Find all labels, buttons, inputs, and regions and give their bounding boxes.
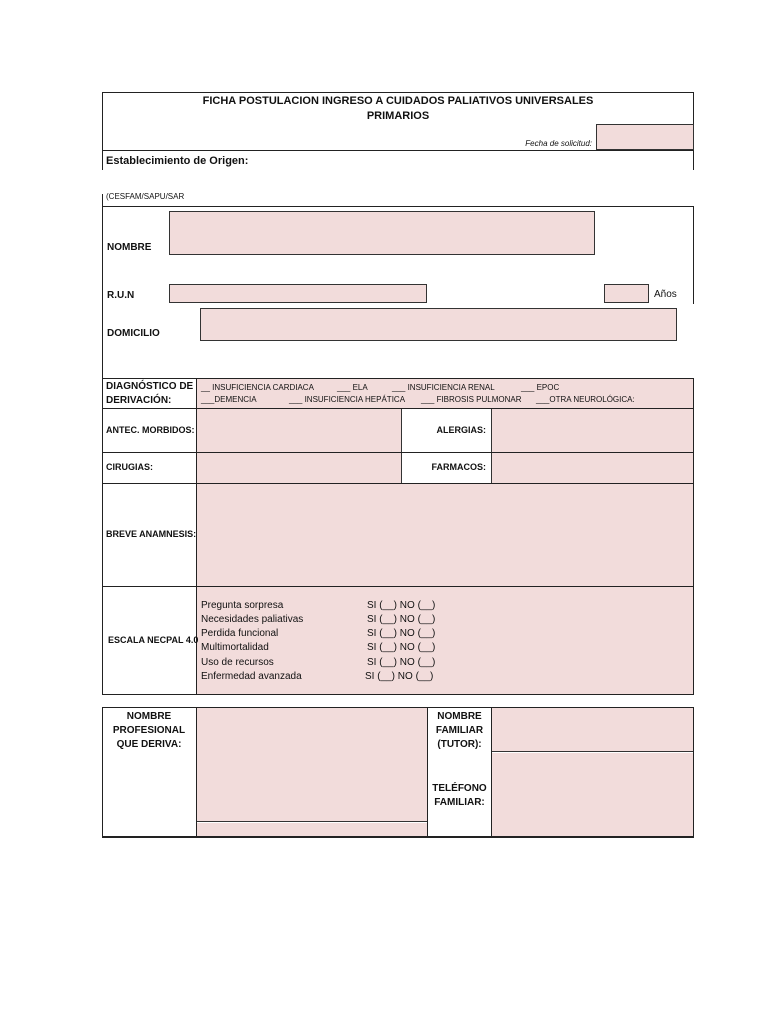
necpal-answer[interactable]: SI (__) NO (__) (367, 614, 436, 625)
fecha-solicitud-label: Fecha de solicitud: (525, 139, 592, 148)
necpal-answer[interactable]: SI (__) NO (__) (367, 642, 436, 653)
diagnostico-option[interactable]: ___OTRA NEUROLÓGICA: (536, 395, 635, 404)
divider (102, 378, 103, 695)
nombre-field[interactable] (169, 211, 595, 255)
familiar-label-line1: NOMBRE (437, 711, 482, 722)
necpal-answer[interactable]: SI (__) NO (__) (367, 600, 436, 611)
divider (693, 206, 694, 304)
alergias-label: ALERGIAS: (436, 425, 486, 435)
familiar-label-line2: FAMILIAR (435, 725, 484, 736)
anamnesis-field[interactable] (197, 484, 693, 586)
antec-label: ANTEC. MORBIDOS: (106, 425, 195, 435)
telefono-label-line1: TELÉFONO (432, 783, 487, 794)
divider (693, 378, 694, 695)
profesional-label-line3: QUE DERIVA: (116, 739, 182, 750)
edad-field[interactable] (604, 284, 649, 303)
form-title-line2: PRIMARIOS (366, 110, 430, 122)
telefono-label-line2: FAMILIAR: (434, 797, 485, 808)
nombre-label: NOMBRE (107, 242, 152, 253)
necpal-question: Pregunta sorpresa (201, 600, 284, 611)
run-label: R.U.N (107, 290, 135, 301)
necpal-label: ESCALA NECPAL 4.0 (108, 635, 199, 645)
establecimiento-sublabel: (CESFAM/SAPU/SAR (106, 192, 185, 201)
domicilio-label: DOMICILIO (107, 328, 160, 339)
diagnostico-option[interactable]: ___ ELA (337, 383, 368, 392)
necpal-question: Enfermedad avanzada (201, 671, 302, 682)
necpal-question: Necesidades paliativas (201, 614, 304, 625)
farmacos-label: FARMACOS: (431, 462, 486, 472)
telefono-field[interactable] (492, 753, 693, 836)
necpal-question: Perdida funcional (201, 628, 279, 639)
anamnesis-label: BREVE ANAMNESIS: (106, 529, 197, 539)
familiar-field[interactable] (492, 708, 693, 752)
run-field[interactable] (169, 284, 427, 303)
necpal-question: Multimortalidad (201, 642, 269, 653)
profesional-label-line2: PROFESIONAL (112, 725, 186, 736)
anos-label: Años (654, 289, 677, 300)
necpal-answer[interactable]: SI (__) NO (__) (367, 628, 436, 639)
domicilio-field[interactable] (200, 308, 677, 341)
necpal-answer[interactable]: SI (__) NO (__) (367, 657, 436, 668)
necpal-question: Uso de recursos (201, 657, 274, 668)
diagnostico-label-line2: DERIVACIÓN: (106, 395, 172, 406)
diagnostico-option[interactable]: ___ FIBROSIS PULMONAR (421, 395, 522, 404)
divider (102, 150, 103, 170)
cirugias-label: CIRUGIAS: (106, 462, 153, 472)
diagnostico-option[interactable]: ___ INSUFICIENCIA RENAL (392, 383, 495, 392)
farmacos-field[interactable] (491, 453, 693, 483)
diagnostico-option[interactable]: ___ EPOC (521, 383, 560, 392)
familiar-label-line3: (TUTOR): (437, 739, 482, 750)
divider (102, 150, 694, 151)
divider (102, 206, 694, 207)
establecimiento-label: Establecimiento de Origen: (106, 155, 249, 167)
alergias-field[interactable] (491, 409, 693, 452)
fecha-solicitud-field[interactable] (596, 124, 694, 150)
divider (102, 694, 694, 695)
diagnostico-option[interactable]: ___DEMENCIA (201, 395, 257, 404)
profesional-field[interactable] (197, 708, 427, 822)
cirugias-field[interactable] (197, 453, 402, 483)
antec-field[interactable] (197, 409, 402, 452)
profesional-label-line1: NOMBRE (126, 711, 172, 722)
necpal-answer[interactable]: SI (__) NO (__) (365, 671, 434, 682)
diagnostico-option[interactable]: __ INSUFICIENCIA CARDIACA (201, 383, 314, 392)
form-title-line1: FICHA POSTULACION INGRESO A CUIDADOS PALIATIVOS UNIVERSALES (202, 95, 594, 107)
diagnostico-option[interactable]: ___ INSUFICIENCIA HEPÁTICA (289, 395, 406, 404)
divider (102, 194, 103, 378)
divider (693, 150, 694, 170)
diagnostico-label-line1: DIAGNÓSTICO DE (106, 381, 194, 392)
profesional-extra-field[interactable] (197, 823, 427, 836)
